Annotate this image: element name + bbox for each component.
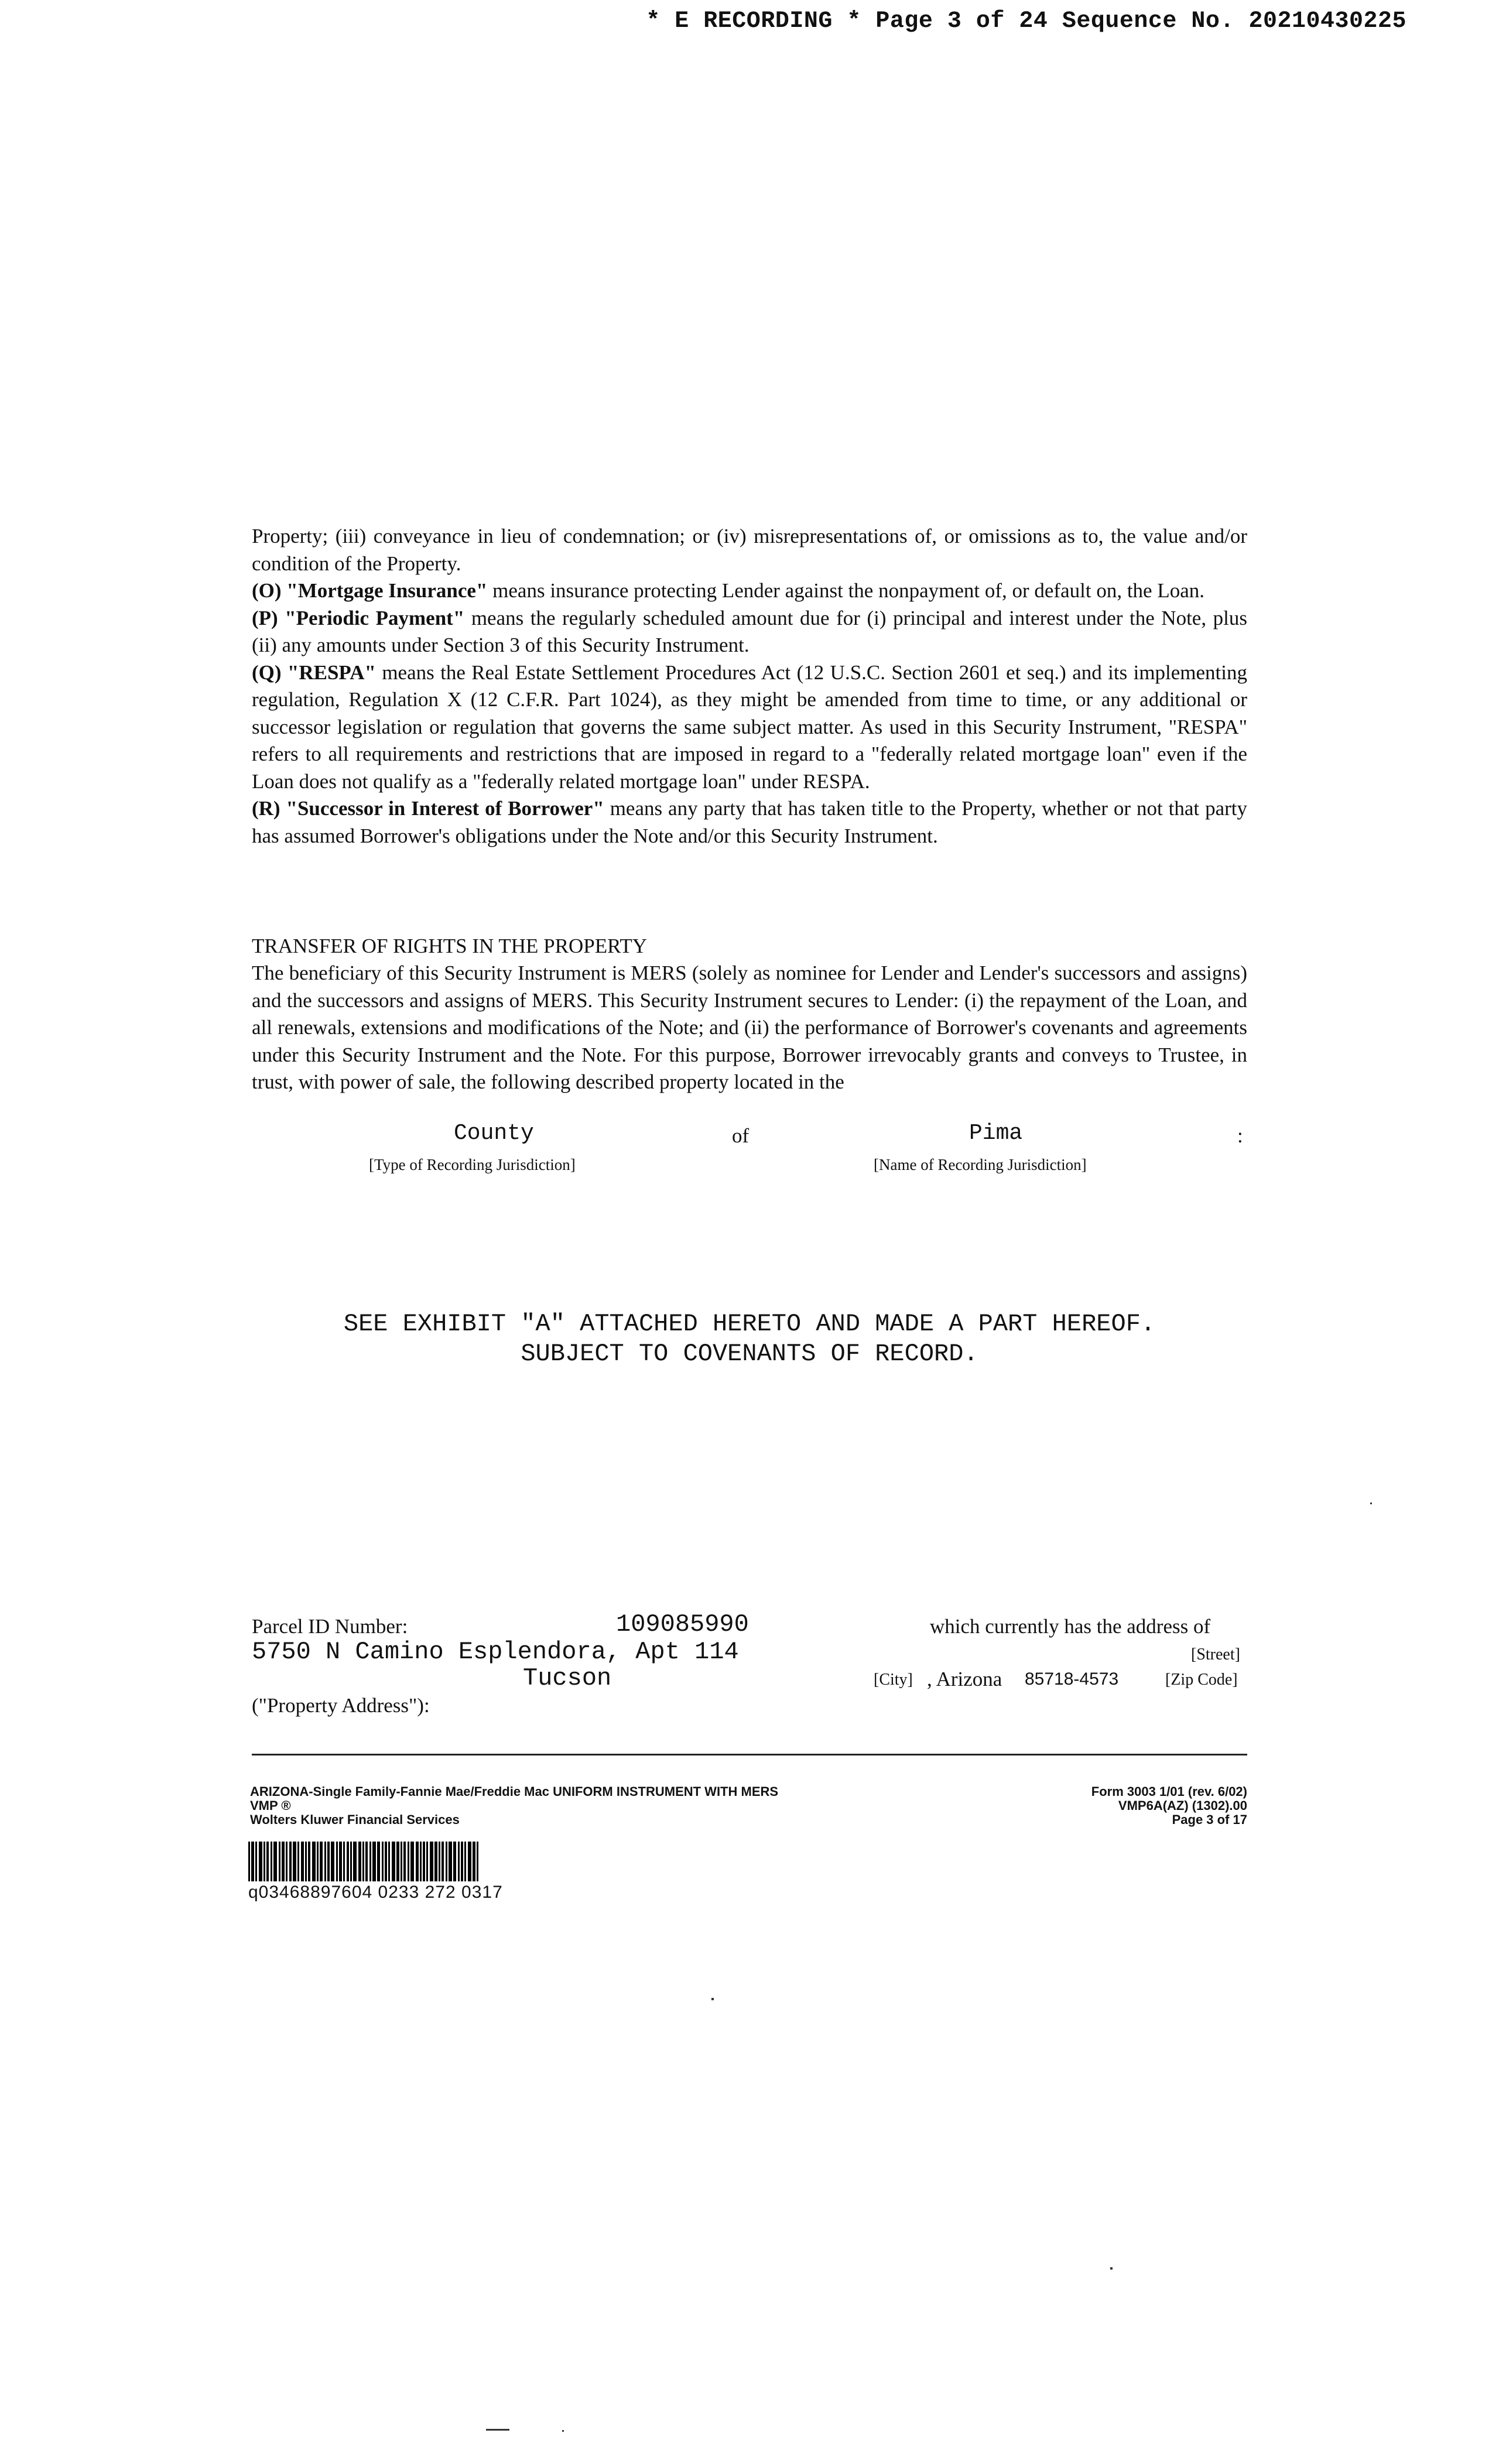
footer-page-number: Page 3 of 17	[1172, 1812, 1247, 1827]
footer-form-code: Form 3003 1/01 (rev. 6/02)	[1091, 1784, 1247, 1799]
barcode-bar	[324, 1842, 326, 1881]
barcode-bar	[473, 1842, 475, 1881]
zip-label: [Zip Code]	[1165, 1671, 1238, 1689]
definition-q	[252, 659, 1247, 796]
barcode-bar	[461, 1842, 463, 1881]
property-street: 5750 N Camino Esplendora, Apt 114	[252, 1638, 739, 1666]
barcode-bar	[365, 1842, 368, 1881]
jurisdiction-type-label: [Type of Recording Jurisdiction]	[369, 1156, 576, 1173]
barcode-bar	[279, 1842, 280, 1881]
scan-speck	[711, 1998, 714, 2000]
barcode-bar	[312, 1842, 316, 1881]
barcode-bar	[396, 1842, 399, 1881]
definition-o-term: (O) "Mortgage Insurance"	[252, 579, 488, 602]
definition-p-term: (P) "Periodic Payment"	[252, 606, 465, 629]
barcode-bar	[339, 1842, 342, 1881]
barcode-bar	[403, 1842, 406, 1881]
footer-publisher: Wolters Kluwer Financial Services	[250, 1812, 460, 1827]
barcode-bar	[385, 1842, 387, 1881]
barcode-bar	[255, 1842, 257, 1881]
barcode-bar	[286, 1842, 288, 1881]
barcode-bar	[434, 1842, 437, 1881]
property-address-label: ("Property Address"):	[252, 1694, 430, 1717]
barcode-bar	[289, 1842, 292, 1881]
barcode-bar	[336, 1842, 338, 1881]
definitions-section	[252, 523, 1247, 850]
definition-q-term: (Q) "RESPA"	[252, 661, 376, 684]
barcode-bar	[251, 1842, 254, 1881]
parcel-id-label: Parcel ID Number:	[252, 1615, 408, 1638]
barcode-bar	[372, 1842, 376, 1881]
barcode-bar	[377, 1842, 380, 1881]
barcode-bar	[449, 1842, 452, 1881]
exhibit-line-1: SEE EXHIBIT "A" ATTACHED HERETO AND MADE A PART HEREOF.	[343, 1310, 1156, 1338]
definition-r	[252, 795, 1247, 850]
footer-form-number	[1091, 1785, 1247, 1827]
city-label: [City]	[874, 1671, 913, 1689]
barcode-bar	[430, 1842, 433, 1881]
barcode-bar	[416, 1842, 419, 1881]
barcode-bar	[282, 1842, 285, 1881]
barcode-bar	[410, 1842, 414, 1881]
barcode-bar	[263, 1842, 265, 1881]
exhibit-line-2: SUBJECT TO COVENANTS OF RECORD.	[521, 1340, 978, 1368]
barcode-bar	[308, 1842, 310, 1881]
barcode-bar	[362, 1842, 364, 1881]
definition-o-text: means insurance protecting Lender against the nonpayment of, or default on, the Loan.	[487, 579, 1204, 602]
footer-form-title: ARIZONA-Single Family-Fannie Mae/Freddie Mac UNIFORM INSTRUMENT WITH MERS	[250, 1784, 779, 1799]
barcode-bar	[259, 1842, 262, 1881]
street-label: [Street]	[1191, 1645, 1240, 1664]
barcode-bar	[468, 1842, 471, 1881]
definition-o	[252, 577, 1247, 605]
barcode-bar	[439, 1842, 440, 1881]
address-intro: which currently has the address of	[930, 1615, 1211, 1638]
definition-q-text: means the Real Estate Settlement Procedures Act (12 U.S.C. Section 2601 et seq.) and its implementing regulation, Regulation X (12 C.F.R. Part 1024), as they might be amended from time to time, or any additional or successor legislation or regulation that governs the same subject matter. As used in this Security Instrument, "RESPA" refers to all requirements and restrictions that are imposed in regard to a "federally related mortgage loan" even if the Loan does not qualify as a "federally related mortgage loan" under RESPA.	[252, 661, 1248, 793]
jurisdiction-type-value: County	[454, 1121, 534, 1146]
scan-speck	[1110, 2267, 1113, 2270]
property-state: , Arizona	[927, 1668, 1002, 1690]
barcode-bar	[446, 1842, 447, 1881]
recording-stamp: * E RECORDING * Page 3 of 24 Sequence No. 20210430225	[646, 8, 1406, 35]
barcode-bar	[297, 1842, 299, 1881]
footer-vmp: VMP ®	[250, 1798, 291, 1813]
definition-intro: Property; (iii) conveyance in lieu of condemnation; or (iv) misrepresentations of, or omissions as to, the value and/or condition of the Property.	[252, 525, 1247, 575]
jurisdiction-name-label: [Name of Recording Jurisdiction]	[874, 1156, 1087, 1173]
barcode-bar	[305, 1842, 307, 1881]
barcode-bar	[423, 1842, 425, 1881]
barcode-bar	[331, 1842, 334, 1881]
barcode-bar	[353, 1842, 357, 1881]
barcode-bar	[293, 1842, 296, 1881]
jurisdiction-name-value: Pima	[969, 1121, 1023, 1146]
barcode-bar	[327, 1842, 330, 1881]
barcode-bar	[408, 1842, 409, 1881]
barcode-bar	[420, 1842, 422, 1881]
barcode-bar	[320, 1842, 323, 1881]
property-zip: 85718-4573	[1025, 1669, 1119, 1689]
transfer-text: The beneficiary of this Security Instrument is MERS (solely as nominee for Lender and Lender's successors and assigns) and the successors and assigns of MERS. This Security Instrument secures to Lender: (i) the repayment of the Loan, and all renewals, extensions and modifications of the Note; and (ii) the performance of Borrower's covenants and agreements under this Security Instrument and the Note. For this purpose, Borrower irrevocably grants and conveys to Trustee, in trust, with power of sale, the following described property located in the	[252, 961, 1247, 1093]
transfer-heading: TRANSFER OF RIGHTS IN THE PROPERTY	[252, 935, 647, 957]
definition-r-text: means any party that has taken title to the Property, whether or not that party has assumed Borrower's obligations under the Note and/or this Security Instrument.	[252, 797, 1247, 847]
barcode-bar	[388, 1842, 390, 1881]
barcode-bar	[401, 1842, 402, 1881]
definition-p	[252, 605, 1247, 659]
barcode-bar	[301, 1842, 304, 1881]
barcode-bar	[442, 1842, 444, 1881]
barcode-bar	[458, 1842, 460, 1881]
barcode	[248, 1842, 642, 1881]
barcode-bar	[464, 1842, 466, 1881]
barcode-bar	[392, 1842, 395, 1881]
scan-speck	[562, 2430, 564, 2432]
definition-r-term: (R) "Successor in Interest of Borrower"	[252, 797, 604, 820]
barcode-bar	[266, 1842, 269, 1881]
footer-form-info	[250, 1785, 778, 1827]
barcode-bar	[343, 1842, 345, 1881]
barcode-bar	[347, 1842, 349, 1881]
barcode-bar	[271, 1842, 272, 1881]
barcode-number: q03468897604 0233 272 0317	[248, 1883, 503, 1902]
scan-mark	[486, 2429, 509, 2431]
barcode-bar	[317, 1842, 319, 1881]
barcode-bar	[248, 1842, 250, 1881]
barcode-bar	[350, 1842, 352, 1881]
jurisdiction-of: of	[732, 1124, 750, 1147]
barcode-bar	[382, 1842, 384, 1881]
barcode-bar	[426, 1842, 428, 1881]
parcel-id-number: 109085990	[616, 1610, 749, 1638]
footer-divider	[252, 1754, 1247, 1755]
footer-vmp-code: VMP6A(AZ) (1302).00	[1118, 1798, 1247, 1813]
barcode-bar	[453, 1842, 456, 1881]
barcode-bar	[477, 1842, 478, 1881]
jurisdiction-colon: :	[1237, 1124, 1243, 1147]
scan-speck	[1370, 1503, 1372, 1504]
barcode-bar	[358, 1842, 361, 1881]
definition-p-text: means the regularly scheduled amount due for (i) principal and interest under the Note, plus (ii) any amounts under Section 3 of this Security Instrument.	[252, 606, 1248, 656]
barcode-bar	[273, 1842, 277, 1881]
property-city: Tucson	[523, 1664, 612, 1692]
barcode-bar	[369, 1842, 371, 1881]
